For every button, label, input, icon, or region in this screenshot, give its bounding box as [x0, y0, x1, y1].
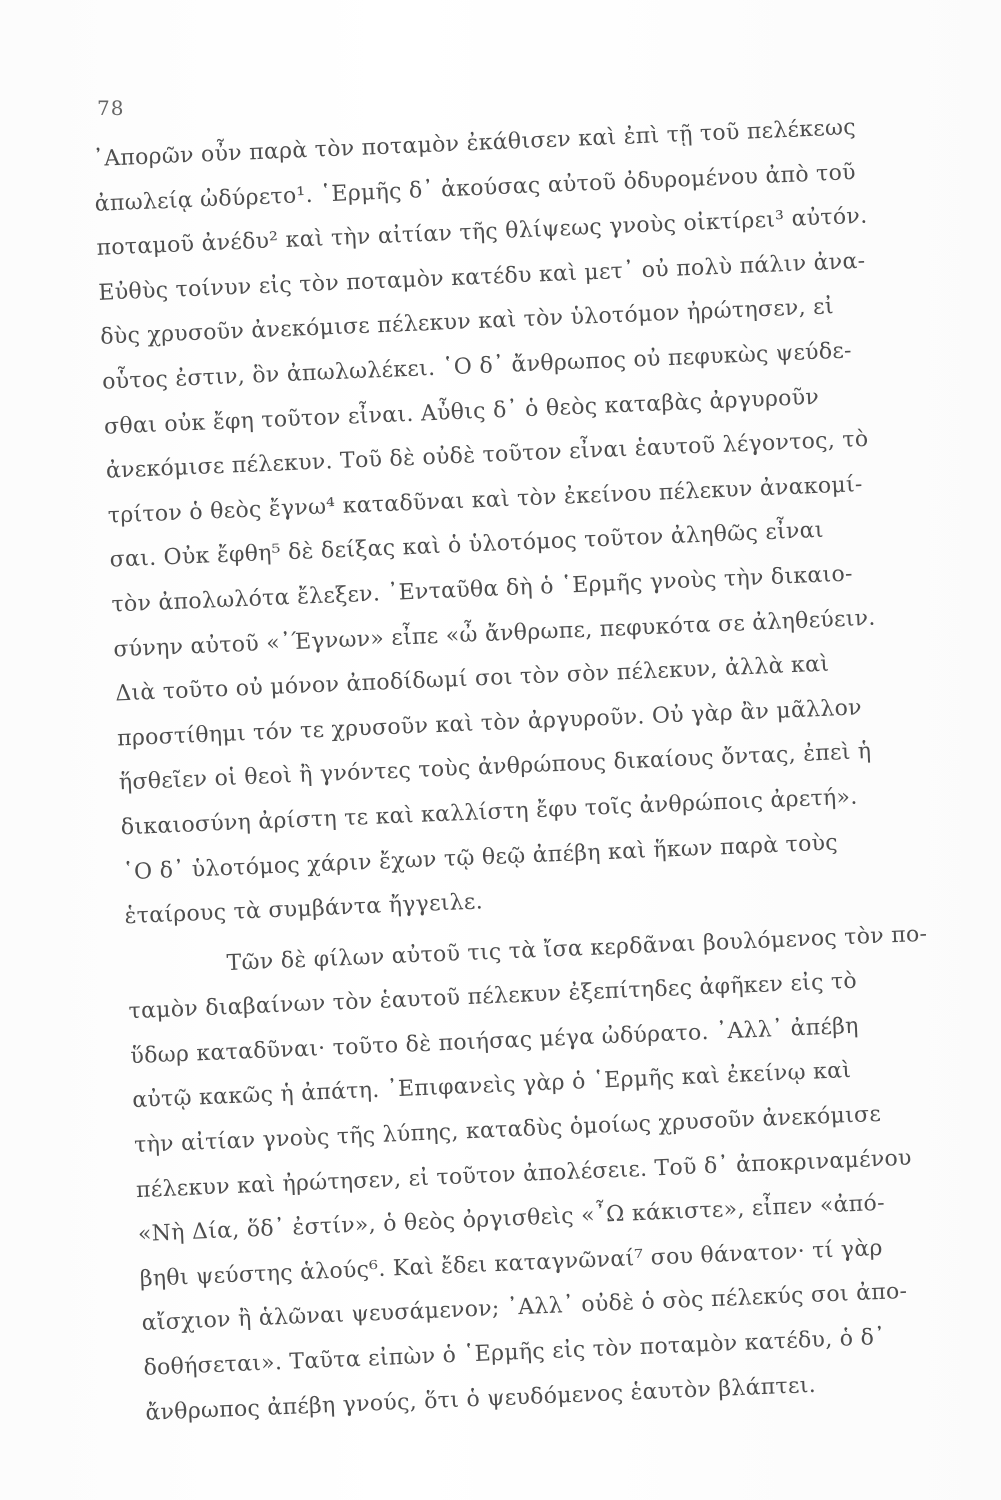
text-line: αὐτῷ κακῶς ἡ ἀπάτη. ᾿Επιφανεὶς γὰρ ὁ ῾Ερμῆς καὶ ἐκείνῳ καὶ	[131, 1058, 852, 1114]
text-line: ἀνεκόμισε πέλεκυν. Τοῦ δὲ οὐδὲ τοῦτον εἶναι ἑαυτοῦ λέγοντος, τὸ	[105, 426, 869, 484]
page-number: 78	[97, 96, 125, 120]
text-line: τὴν αἰτίαν γνοὺς τῆς λύπης, καταδὺς ὁμοίως χρυσοῦν ἀνεκόμισε	[133, 1101, 882, 1159]
text-line: δικαιοσύνη ἀρίστη τε καὶ καλλίστη ἔφυ τοῖς ἀνθρώποις ἀρετή».	[120, 784, 859, 841]
text-line: ἄνθρωπος ἀπέβη γνούς, ὅτι ὁ ψευδόμενος ἑαυτὸν βλάπτει.	[144, 1372, 817, 1426]
text-line: ταμὸν διαβαίνων τὸν ἑαυτοῦ πέλεκυν ἐξεπίτηδες ἀφῆκεν εἰς τὸ	[128, 968, 858, 1025]
paragraph-start-line: Τῶν δὲ φίλων αὐτοῦ τις τὰ ἴσα κερδᾶναι βουλόμενος τὸν πο-	[226, 921, 928, 976]
text-line: σθαι οὐκ ἔφη τοῦτον εἶναι. Αὖθις δ᾿ ὁ θεὸς καταβὰς ἀργυροῦν	[103, 384, 820, 440]
main-text-block	[92, 102, 1001, 1437]
text-line: ἑταίρους τὰ συμβάντα ἤγγειλε.	[124, 889, 484, 930]
text-line: σύνην αὐτοῦ «᾿Έγνων» εἶπε «ὦ ἄνθρωπε, πεφυκότα σε ἀληθεύειν.	[112, 605, 877, 663]
text-line: ἀπωλείᾳ ὠδύρετο¹. ῾Ερμῆς δ᾿ ἀκούσας αὐτοῦ ὀδυρομένου ἀπὸ τοῦ	[94, 159, 857, 217]
text-line: αἴσχιον ἢ ἁλῶναι ψευσάμενον; ᾿Αλλ᾿ οὐδὲ ὁ σὸς πέλεκύς σοι ἀπο-	[141, 1279, 908, 1337]
text-line: ἥσθεῖεν οἱ θεοὶ ἢ γνόντες τοὺς ἀνθρώπους δικαίους ὄντας, ἐπεὶ ἡ	[118, 739, 872, 796]
text-line: δοθήσεται». Ταῦτα εἰπὼν ὁ ῾Ερμῆς εἰς τὸν ποταμὸν κατέδυ, ὁ δ᾿	[143, 1324, 886, 1381]
text-line: πέλεκυν καὶ ἠρώτησεν, εἰ τοῦτον ἀπολέσειε. Τοῦ δ᾿ ἀποκριναμένου	[135, 1145, 913, 1203]
text-line: δὺς χρυσοῦν ἀνεκόμισε πέλεκυν καὶ τὸν ὑλοτόμον ἠρώτησεν, εἰ	[99, 294, 835, 351]
text-line: βηθι ψεύστης ἁλούς⁶. Καὶ ἔδει καταγνῶναί⁷ σου θάνατον· τί γὰρ	[139, 1235, 884, 1292]
text-line: ᾿Απορῶν οὖν παρὰ τὸν ποταμὸν ἐκάθισεν καὶ ἐπὶ τῇ τοῦ πελέκεως	[92, 115, 857, 172]
text-line: οὗτος ἐστιν, ὃν ἀπωλωλέκει. ῾Ο δ᾿ ἄνθρωπος οὐ πεφυκὼς ψεύδε-	[101, 338, 853, 395]
text-line: ὕδωρ καταδῦναι· τοῦτο δὲ ποιήσας μέγα ὠδύρατο. ᾿Αλλ᾿ ἀπέβη	[129, 1013, 860, 1070]
text-line: σαι. Οὐκ ἔφθη⁵ δὲ δείξας καὶ ὁ ὑλοτόμος τοῦτον ἀληθῶς εἶναι	[109, 518, 825, 573]
text-line: προστίθημι τόν τε χρυσοῦν καὶ τὸν ἀργυροῦν. Οὐ γὰρ ἂν μᾶλλον	[116, 694, 863, 752]
text-line: Εὐθὺς τοίνυν εἰς τὸν ποταμὸν κατέδυ καὶ μετ᾿ οὐ πολὺ πάλιν ἀνα-	[97, 248, 866, 306]
text-line: ποταμοῦ ἀνέδυ² καὶ τὴν αἰτίαν τῆς θλίψεως γνοὺς οἰκτίρει³ αὐτόν.	[96, 203, 868, 262]
text-line: τὸν ἀπολωλότα ἔλεξεν. ᾿Ενταῦθα δὴ ὁ ῾Ερμῆς γνοὺς τὴν δικαιο-	[111, 561, 854, 618]
text-line: «Νὴ Δία, ὅδ᾿ ἐστίν», ὁ θεὸς ὀργισθεὶς «῏Ω κάκιστε», εἶπεν «ἀπό-	[137, 1190, 886, 1248]
text-line: τρίτον ὁ θεὸς ἔγνω⁴ καταδῦναι καὶ τὸν ἐκείνου πέλεκυν ἀνακομί-	[107, 471, 864, 529]
text-line: ῾Ο δ᾿ ὑλοτόμος χάριν ἔχων τῷ θεῷ ἀπέβη καὶ ἥκων παρὰ τοὺς	[122, 829, 839, 885]
text-line: Διὰ τοῦτο οὐ μόνον ἀποδίδωμί σοι τὸν σὸν πέλεκυν, ἀλλὰ καὶ	[114, 651, 830, 707]
